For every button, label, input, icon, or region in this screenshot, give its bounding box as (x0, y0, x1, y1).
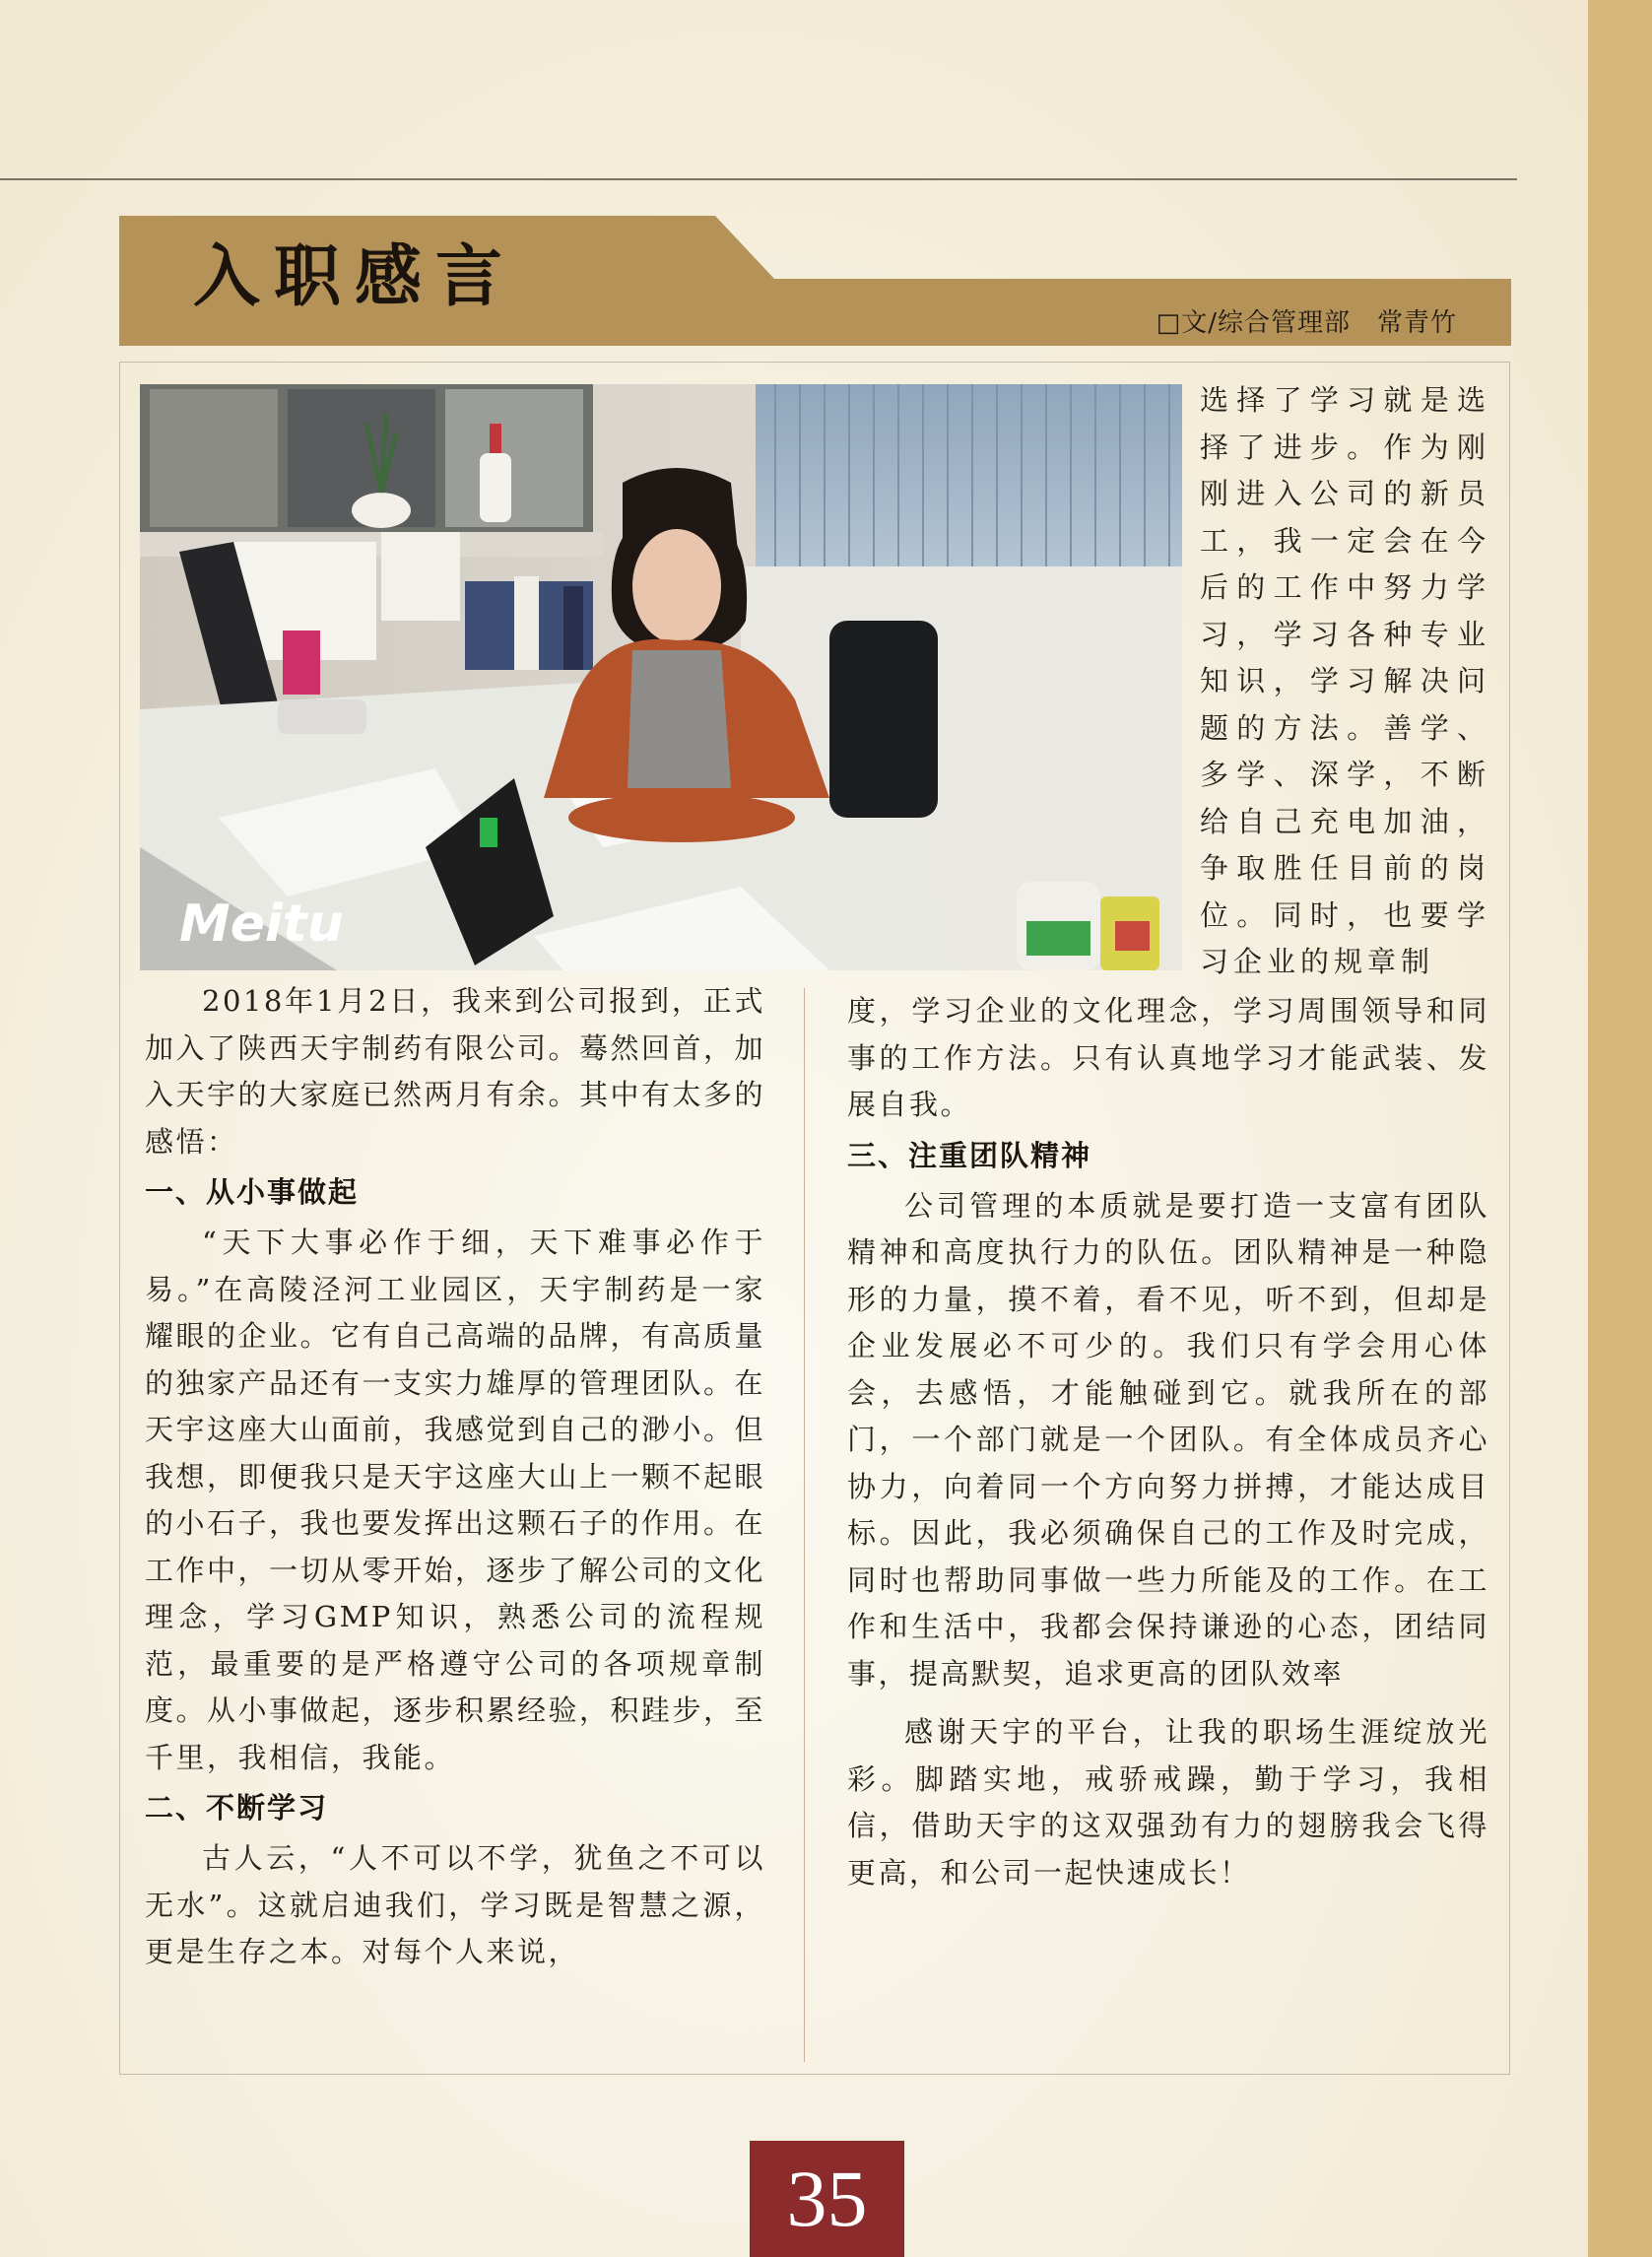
continued-paragraph: 度，学习企业的文化理念，学习周围领导和同事的工作方法。只有认真地学习才能武装、发展自我。 (847, 994, 1489, 1121)
column-divider (804, 988, 805, 2062)
office-photo-illustration (140, 384, 1182, 970)
paragraph-3: 公司管理的本质就是要打造一支富有团队精神和高度执行力的队伍。团队精神是一种隐形的力量，摸不着，看不见，听不到，但却是企业发展必不可少的。我们只有学会用心体会，去感悟，才能触碰到它。就我所在的部门，一个部门就是一个团队。有全体成员齐心协力，向着同一个方向努力拼搏，才能达成目标。因此，我必须确保自己的工作及时完成，同时也帮助同事做一些力所能及的工作。在工作和生活中，我都会保持谦逊的心态，团结同事，提高默契，追求更高的团队效率 (847, 1188, 1489, 1691)
photo-watermark: Meitu (179, 895, 344, 954)
section-heading-1: 一、从小事做起 (145, 1175, 360, 1209)
section-heading-3: 三、注重团队精神 (847, 1138, 1092, 1172)
side-stripe (1588, 0, 1652, 2257)
paragraph-1: “天下大事必作于细，天下难事必作于易。”在高陵泾河工业园区，天宇制药是一家耀眼的企业。它有自己高端的品牌，有高质量的独家产品还有一支实力雄厚的管理团队。在天宇这座大山面前，我感觉到自己的渺小。但我想，即便我只是天宇这座大山上一颗不起眼的小石子，我也要发挥出这颗石子的作用。在工作中，一切从零开始，逐步了解公司的文化理念，学习GMP知识，熟悉公司的流程规范，最重要的是严格遵守公司的各项规章制度。从小事做起，逐步积累经验，积跬步，至千里，我相信，我能。 (145, 1226, 766, 1774)
author-byline: □文/综合管理部 常青竹 (1156, 308, 1457, 338)
page-title: 入职感言 (193, 237, 517, 316)
side-paragraph: 选择了学习就是选择了进步。作为刚刚进入公司的新员工，我一定会在今后的工作中努力学习，学习各种专业知识，学习解决问题的方法。善学、多学、深学，不断给自己充电加油，争取胜任目前的岗位。同时，也要学习企业的规章制 (1200, 383, 1490, 978)
section-banner (119, 216, 1511, 346)
section-heading-2: 二、不断学习 (145, 1791, 329, 1825)
left-column (145, 978, 765, 1976)
office-photo (140, 384, 1182, 970)
right-column (847, 988, 1489, 1896)
page-number: 35 (750, 2141, 904, 2257)
top-rule (0, 178, 1517, 180)
paragraph-4: 感谢天宇的平台，让我的职场生涯绽放光彩。脚踏实地，戒骄戒躁，勤于学习，我相信，借助天宇的这双强劲有力的翅膀我会飞得更高，和公司一起快速成长！ (847, 1715, 1489, 1890)
intro-paragraph: 2018年1月2日，我来到公司报到，正式加入了陕西天宇制药有限公司。蓦然回首，加入天宇的大家庭已然两月有余。其中有太多的感悟： (145, 984, 766, 1159)
paragraph-2: 古人云，“人不可以不学，犹鱼之不可以无水”。这就启迪我们，学习既是智慧之源，更是生存之本。对每个人来说， (145, 1841, 765, 1968)
side-column-text (1200, 377, 1490, 986)
